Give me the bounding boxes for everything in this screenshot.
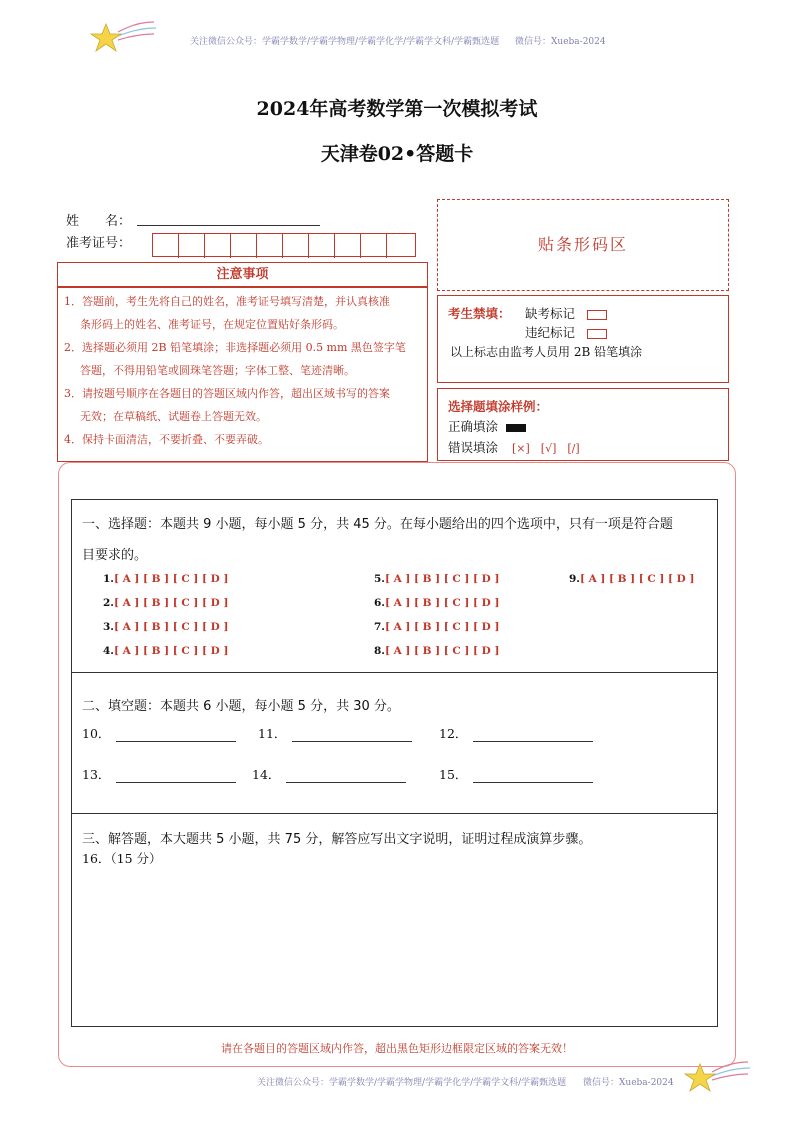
- blank-number: 15．: [439, 767, 468, 782]
- correct-fill-row: [448, 417, 526, 435]
- barcode-label: 贴条形码区: [537, 235, 628, 254]
- blank-line[interactable]: [116, 770, 236, 783]
- id-cell[interactable]: [361, 234, 387, 258]
- notice-box: [57, 287, 428, 462]
- header-wechat-text: 微信号：Xueba-2024: [515, 37, 606, 47]
- notice-item: 条形码上的姓名、准考证号，在规定位置贴好条形码。: [80, 318, 344, 331]
- blank-10[interactable]: [82, 724, 236, 742]
- choice-options[interactable]: [ A ] [ B ] [ C ] [ D ]: [579, 573, 695, 585]
- notice-item: 3．请按题号顺序在各题目的答题区域内作答，超出区域书写的答案: [64, 387, 390, 400]
- id-cell[interactable]: [179, 234, 205, 258]
- fill-example-box: [437, 388, 729, 461]
- section-fill-in: [71, 673, 718, 814]
- name-label: 姓 名：: [66, 214, 132, 229]
- absent-mark-box[interactable]: [587, 310, 607, 320]
- blank-line[interactable]: [473, 729, 593, 742]
- choice-number: 9.: [569, 573, 580, 585]
- section1-title-line1: 一、选择题：本题共 9 小题，每小题 5 分，共 45 分。在每小题给出的四个选项中，只有一项是符合题: [82, 517, 673, 532]
- blank-number: 13．: [82, 767, 111, 782]
- notice-item: 无效；在草稿纸、试题卷上答题无效。: [80, 410, 267, 423]
- id-cell[interactable]: [205, 234, 231, 258]
- choice-options[interactable]: [ A ] [ B ] [ C ] [ D ]: [384, 573, 500, 585]
- blank-line[interactable]: [286, 770, 406, 783]
- id-cell[interactable]: [153, 234, 179, 258]
- blank-number: 11．: [258, 726, 287, 741]
- choice-number: 1.: [103, 573, 114, 585]
- footer-warning: 请在各题目的答题区域内作答，超出黑色矩形边框限定区域的答案无效！: [221, 1042, 573, 1055]
- id-number-grid[interactable]: [152, 233, 416, 257]
- absent-mark-label: 缺考标记: [525, 306, 576, 321]
- blank-number: 10．: [82, 726, 111, 741]
- notice-item: 1．答题前，考生先将自己的姓名，准考证号填写清楚，并认真核准: [64, 295, 390, 308]
- absent-mark-row: [525, 304, 607, 322]
- choice-number: 5.: [374, 573, 385, 585]
- id-cell[interactable]: [231, 234, 257, 258]
- blank-15[interactable]: [439, 765, 593, 783]
- choice-row-8[interactable]: [374, 645, 499, 657]
- choice-options[interactable]: [ A ] [ B ] [ C ] [ D ]: [113, 573, 229, 585]
- choice-number: 2.: [103, 597, 114, 609]
- choice-number: 3.: [103, 621, 114, 633]
- violation-mark-label: 违纪标记: [525, 325, 576, 340]
- choice-row-7[interactable]: [374, 621, 499, 633]
- star-logo-icon: [682, 1058, 754, 1098]
- violation-mark-row: [525, 323, 607, 341]
- notice-item: 4．保持卡面清洁，不要折叠、不要弄破。: [64, 433, 269, 446]
- header-follow-text: 关注微信公众号：学霸学数学/学霸学物理/学霸学化学/学霸学文科/学霸甄选题: [190, 37, 500, 47]
- star-logo-icon: [88, 18, 160, 58]
- footer-follow-text: 关注微信公众号：学霸学数学/学霸学物理/学霸学化学/学霸学文科/学霸甄选题: [257, 1078, 567, 1088]
- forbidden-box: [437, 295, 729, 383]
- choice-row-1[interactable]: [103, 573, 228, 585]
- blank-line[interactable]: [292, 729, 412, 742]
- name-field[interactable]: [137, 225, 320, 226]
- choice-row-2[interactable]: [103, 597, 228, 609]
- blank-number: 14．: [252, 767, 281, 782]
- correct-fill-label: 正确填涂: [448, 419, 499, 434]
- choice-options[interactable]: [ A ] [ B ] [ C ] [ D ]: [384, 621, 500, 633]
- blank-line[interactable]: [116, 729, 236, 742]
- wrong-fill-label: 错误填涂: [448, 440, 499, 455]
- notice-title: 注意事项: [216, 267, 269, 282]
- choice-options[interactable]: [ A ] [ B ] [ C ] [ D ]: [113, 621, 229, 633]
- section3-title: 三、解答题，本大题共 5 小题，共 75 分，解答应写出文字说明，证明过程成演算步骤。: [82, 832, 592, 847]
- wrong-fill-row: [448, 438, 580, 456]
- question-16-label: 16．（15 分）: [82, 851, 162, 866]
- notice-item: 答题，不得用铅笔或圆珠笔答题；字体工整、笔迹清晰。: [80, 364, 355, 377]
- blank-line[interactable]: [473, 770, 593, 783]
- choice-number: 7.: [374, 621, 385, 633]
- choice-options[interactable]: [ A ] [ B ] [ C ] [ D ]: [113, 645, 229, 657]
- fill-example-title: 选择题填涂样例：: [448, 399, 549, 414]
- blank-13[interactable]: [82, 765, 236, 783]
- id-cell[interactable]: [283, 234, 309, 258]
- blank-number: 12．: [439, 726, 468, 741]
- choice-row-5[interactable]: [374, 573, 499, 585]
- section1-title-line2: 目要求的。: [82, 548, 148, 563]
- choice-row-3[interactable]: [103, 621, 228, 633]
- choice-row-6[interactable]: [374, 597, 499, 609]
- blank-14[interactable]: [252, 765, 406, 783]
- section2-title: 二、填空题：本题共 6 小题，每小题 5 分，共 30 分。: [82, 699, 400, 714]
- violation-mark-box[interactable]: [587, 329, 607, 339]
- page-subtitle: 天津卷02•答题卡: [320, 143, 474, 165]
- page-title: 2024年高考数学第一次模拟考试: [256, 98, 538, 120]
- section-choice: [71, 499, 718, 673]
- choice-number: 4.: [103, 645, 114, 657]
- id-label: 准考证号：: [66, 236, 132, 251]
- choice-row-9[interactable]: [569, 573, 694, 585]
- choice-number: 6.: [374, 597, 385, 609]
- choice-number: 8.: [374, 645, 385, 657]
- id-cell[interactable]: [257, 234, 283, 258]
- notice-header: [57, 262, 428, 287]
- forbidden-note: 以上标志由监考人员用 2B 铅笔填涂: [450, 345, 643, 359]
- choice-row-4[interactable]: [103, 645, 228, 657]
- id-cell[interactable]: [309, 234, 335, 258]
- id-cell[interactable]: [335, 234, 361, 258]
- notice-item: 2．选择题必须用 2B 铅笔填涂；非选择题必须用 0.5 mm 黑色签字笔: [64, 341, 406, 354]
- choice-options[interactable]: [ A ] [ B ] [ C ] [ D ]: [113, 597, 229, 609]
- section-answer[interactable]: [71, 813, 718, 1027]
- blank-12[interactable]: [439, 724, 593, 742]
- filled-mark-icon: [506, 424, 526, 432]
- choice-options[interactable]: [ A ] [ B ] [ C ] [ D ]: [384, 597, 500, 609]
- forbidden-title: 考生禁填：: [448, 306, 511, 321]
- choice-options[interactable]: [ A ] [ B ] [ C ] [ D ]: [384, 645, 500, 657]
- blank-11[interactable]: [258, 724, 412, 742]
- wrong-fill-marks: [×] [√] [/]: [512, 442, 580, 455]
- barcode-area[interactable]: [437, 199, 729, 291]
- footer-wechat-text: 微信号：Xueba-2024: [583, 1078, 674, 1088]
